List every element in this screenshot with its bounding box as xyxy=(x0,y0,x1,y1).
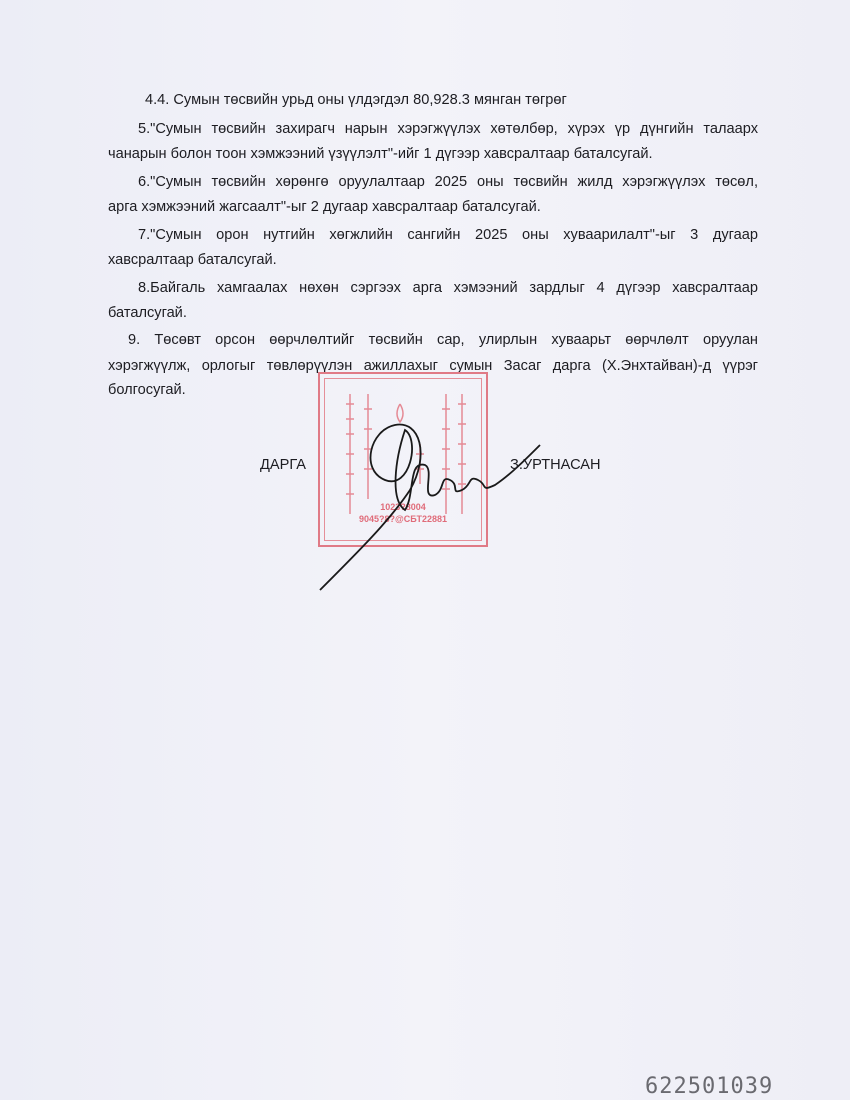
paragraph-9-line-2: хэрэгжүүлж, орлогыг төвлөрүүлэн ажиллахыг сумын Засаг дарга (Х.Энхтайван)-д үүрэг xyxy=(108,358,758,374)
stamp-code-1: 1023?8004 xyxy=(380,502,426,512)
paragraph-9-line-1: 9. Төсөвт орсон өөрчлөлтийг төсвийн сар, улирлын хуваарьт өөрчлөлт оруулан xyxy=(128,332,758,348)
paragraph-5-line-2: чанарын болон тоон хэмжээний үзүүлэлт"-ийг 1 дүгээр хавсралтаар баталсугай. xyxy=(108,146,653,162)
paragraph-6-line-1: 6."Сумын төсвийн хөрөнгө оруулалтаар 2025 оны төсвийн жилд хэрэгжүүлэх төсөл, xyxy=(138,174,758,190)
paragraph-7-line-2: хавсралтаар баталсугай. xyxy=(108,252,277,268)
handwritten-signature xyxy=(300,400,550,600)
document-number: 622501039 xyxy=(645,1074,774,1099)
paragraph-5-line-1: 5."Сумын төсвийн захирагч нарын хэрэгжүүлэх хөтөлбөр, хүрэх үр дүнгийн талаарх xyxy=(138,121,758,137)
paragraph-4-4: 4.4. Сумын төсвийн урьд оны үлдэгдэл 80,928.3 мянган төгрөг xyxy=(145,92,567,108)
paragraph-9-line-3: болгосугай. xyxy=(108,382,186,398)
signatory-name: З.УРТНАСАН xyxy=(510,457,601,473)
stamp-code-2: 9045?8?@СБТ22881 xyxy=(358,514,448,524)
paragraph-8-line-1: 8.Байгаль хамгаалах нөхөн сэргээх арга хэмээний зардлыг 4 дүгээр хавсралтаар xyxy=(138,280,758,296)
paragraph-7-line-1: 7."Сумын орон нутгийн хөгжлийн сангийн 2025 оны хуваарилалт"-ыг 3 дугаар xyxy=(138,227,758,243)
paragraph-6-line-2: арга хэмжээний жагсаалт"-ыг 2 дугаар хавсралтаар баталсугай. xyxy=(108,199,541,215)
paragraph-8-line-2: баталсугай. xyxy=(108,305,187,321)
signatory-title: ДАРГА xyxy=(260,457,307,473)
